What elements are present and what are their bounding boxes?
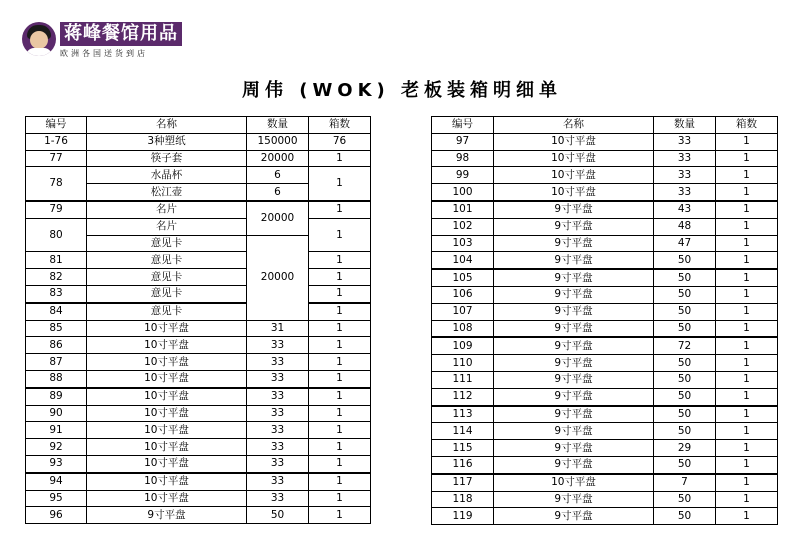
cell-qty: 50 xyxy=(654,388,716,405)
cell-name: 筷子套 xyxy=(87,150,247,167)
cell-no: 81 xyxy=(26,252,87,269)
table-row xyxy=(432,252,778,269)
cell-no: 94 xyxy=(26,473,87,490)
table-row xyxy=(432,133,778,150)
table-row xyxy=(26,388,371,405)
cell-name: 9寸平盘 xyxy=(494,269,654,286)
table-row xyxy=(26,473,371,490)
cell-no: 96 xyxy=(26,507,87,524)
cell-no: 84 xyxy=(26,303,87,320)
cell-boxes: 1 xyxy=(716,150,778,167)
cell-no: 88 xyxy=(26,370,87,387)
cell-qty: 50 xyxy=(654,252,716,269)
cell-name: 意见卡 xyxy=(87,269,247,286)
cell-boxes: 1 xyxy=(309,473,371,490)
table-row xyxy=(432,167,778,184)
cell-no: 78 xyxy=(26,167,87,201)
cell-qty: 50 xyxy=(654,303,716,320)
cell-qty: 48 xyxy=(654,218,716,235)
cell-boxes: 1 xyxy=(309,320,371,337)
cell-no: 117 xyxy=(432,474,494,491)
cell-name: 10寸平盘 xyxy=(87,439,247,456)
cell-qty: 33 xyxy=(247,354,309,371)
cell-no: 112 xyxy=(432,388,494,405)
cell-qty: 6 xyxy=(247,167,309,184)
cell-no: 85 xyxy=(26,320,87,337)
cell-name: 9寸平盘 xyxy=(494,388,654,405)
cell-qty: 50 xyxy=(654,456,716,473)
cell-qty: 43 xyxy=(654,201,716,218)
cell-boxes: 1 xyxy=(716,406,778,423)
cell-boxes: 1 xyxy=(716,440,778,457)
cell-name: 10寸平盘 xyxy=(87,320,247,337)
table-row xyxy=(432,337,778,354)
cell-boxes: 1 xyxy=(716,184,778,201)
cell-qty: 33 xyxy=(247,439,309,456)
cell-qty: 50 xyxy=(654,269,716,286)
cell-boxes: 1 xyxy=(716,167,778,184)
table-row xyxy=(26,150,371,167)
cell-boxes: 1 xyxy=(716,133,778,150)
cell-qty: 31 xyxy=(247,320,309,337)
cell-boxes: 1 xyxy=(716,456,778,473)
cell-qty: 50 xyxy=(654,371,716,388)
cell-qty: 50 xyxy=(654,406,716,423)
table-row xyxy=(26,133,371,150)
cell-no: 103 xyxy=(432,235,494,252)
cell-boxes: 1 xyxy=(309,370,371,387)
table-row xyxy=(26,354,371,371)
cell-name: 9寸平盘 xyxy=(494,303,654,320)
table-row xyxy=(432,355,778,372)
cell-no: 93 xyxy=(26,455,87,472)
cell-name: 10寸平盘 xyxy=(87,490,247,507)
cell-name: 名片 xyxy=(87,201,247,218)
cell-name: 水晶杯 xyxy=(87,167,247,184)
cell-boxes: 1 xyxy=(716,355,778,372)
cell-boxes: 76 xyxy=(309,133,371,150)
cell-boxes: 1 xyxy=(716,371,778,388)
cell-boxes: 1 xyxy=(716,474,778,491)
cell-boxes: 1 xyxy=(716,508,778,525)
cell-boxes: 1 xyxy=(309,252,371,269)
cell-no: 90 xyxy=(26,405,87,422)
cell-name: 10寸平盘 xyxy=(87,422,247,439)
header-name: 名称 xyxy=(494,117,654,134)
cell-boxes: 1 xyxy=(309,150,371,167)
cell-name: 9寸平盘 xyxy=(494,201,654,218)
cell-boxes: 1 xyxy=(716,303,778,320)
table-row xyxy=(432,456,778,473)
cell-qty: 50 xyxy=(654,491,716,508)
table-row xyxy=(432,201,778,218)
cell-no: 114 xyxy=(432,423,494,440)
cell-boxes: 1 xyxy=(716,286,778,303)
cell-qty: 20000 xyxy=(247,235,309,320)
cell-name: 9寸平盘 xyxy=(494,218,654,235)
table-row xyxy=(26,455,371,472)
cell-name: 10寸平盘 xyxy=(87,405,247,422)
table-row xyxy=(432,150,778,167)
table-row xyxy=(26,439,371,456)
table-row xyxy=(432,320,778,337)
table-row xyxy=(26,490,371,507)
cell-name: 意见卡 xyxy=(87,235,247,252)
cell-qty: 20000 xyxy=(247,201,309,235)
cell-name: 10寸平盘 xyxy=(494,474,654,491)
cell-name: 10寸平盘 xyxy=(87,455,247,472)
cell-boxes: 1 xyxy=(309,405,371,422)
cell-qty: 33 xyxy=(247,337,309,354)
cell-qty: 29 xyxy=(654,440,716,457)
cell-name: 9寸平盘 xyxy=(494,286,654,303)
cell-name: 10寸平盘 xyxy=(494,167,654,184)
table-row xyxy=(432,269,778,286)
table-row xyxy=(26,320,371,337)
header-no: 编号 xyxy=(26,117,87,134)
cell-qty: 33 xyxy=(247,370,309,387)
cell-qty: 72 xyxy=(654,337,716,354)
cell-boxes: 1 xyxy=(309,490,371,507)
cell-name: 10寸平盘 xyxy=(87,354,247,371)
cell-qty: 7 xyxy=(654,474,716,491)
cell-boxes: 1 xyxy=(309,439,371,456)
cell-no: 109 xyxy=(432,337,494,354)
cell-no: 92 xyxy=(26,439,87,456)
cell-boxes: 1 xyxy=(309,285,371,302)
cell-qty: 50 xyxy=(654,355,716,372)
table-row xyxy=(432,388,778,405)
table-row xyxy=(432,303,778,320)
cell-qty: 33 xyxy=(654,184,716,201)
cell-qty: 50 xyxy=(247,507,309,524)
portrait-icon xyxy=(22,22,56,56)
cell-no: 115 xyxy=(432,440,494,457)
table-row xyxy=(432,423,778,440)
cell-no: 87 xyxy=(26,354,87,371)
cell-name: 9寸平盘 xyxy=(494,337,654,354)
cell-boxes: 1 xyxy=(716,269,778,286)
cell-no: 108 xyxy=(432,320,494,337)
cell-name: 10寸平盘 xyxy=(87,370,247,387)
cell-boxes: 1 xyxy=(309,337,371,354)
cell-name: 3种塑纸 xyxy=(87,133,247,150)
table-row xyxy=(432,491,778,508)
table-row xyxy=(26,167,371,184)
cell-qty: 50 xyxy=(654,508,716,525)
table-row xyxy=(432,235,778,252)
cell-qty: 150000 xyxy=(247,133,309,150)
cell-qty: 47 xyxy=(654,235,716,252)
cell-no: 111 xyxy=(432,371,494,388)
header-boxes: 箱数 xyxy=(309,117,371,134)
cell-boxes: 1 xyxy=(716,218,778,235)
cell-boxes: 1 xyxy=(309,455,371,472)
cell-no: 110 xyxy=(432,355,494,372)
cell-no: 97 xyxy=(432,133,494,150)
cell-qty: 33 xyxy=(247,422,309,439)
cell-name: 9寸平盘 xyxy=(494,440,654,457)
header-qty: 数量 xyxy=(654,117,716,134)
cell-boxes: 1 xyxy=(716,423,778,440)
cell-name: 10寸平盘 xyxy=(494,150,654,167)
cell-boxes: 1 xyxy=(309,507,371,524)
cell-no: 79 xyxy=(26,201,87,218)
cell-qty: 20000 xyxy=(247,150,309,167)
cell-qty: 6 xyxy=(247,184,309,201)
cell-qty: 33 xyxy=(247,388,309,405)
cell-boxes: 1 xyxy=(716,235,778,252)
cell-no: 105 xyxy=(432,269,494,286)
cell-boxes: 1 xyxy=(309,218,371,252)
cell-boxes: 1 xyxy=(716,388,778,405)
table-row xyxy=(26,303,371,320)
cell-boxes: 1 xyxy=(716,252,778,269)
cell-no: 98 xyxy=(432,150,494,167)
logo-subtitle: 欧洲各国送货到店 xyxy=(60,49,148,58)
table-row xyxy=(26,422,371,439)
cell-no: 106 xyxy=(432,286,494,303)
cell-name: 9寸平盘 xyxy=(494,371,654,388)
cell-name: 9寸平盘 xyxy=(494,423,654,440)
cell-qty: 50 xyxy=(654,286,716,303)
cell-no: 116 xyxy=(432,456,494,473)
cell-no: 113 xyxy=(432,406,494,423)
cell-no: 95 xyxy=(26,490,87,507)
cell-name: 9寸平盘 xyxy=(87,507,247,524)
cell-qty: 33 xyxy=(247,405,309,422)
cell-boxes: 1 xyxy=(716,337,778,354)
cell-name: 9寸平盘 xyxy=(494,406,654,423)
cell-no: 91 xyxy=(26,422,87,439)
cell-no: 119 xyxy=(432,508,494,525)
cell-boxes: 1 xyxy=(309,167,371,201)
cell-name: 9寸平盘 xyxy=(494,320,654,337)
table-row xyxy=(26,201,371,218)
table-row xyxy=(432,440,778,457)
header-row xyxy=(432,117,778,134)
cell-name: 10寸平盘 xyxy=(87,337,247,354)
cell-no: 89 xyxy=(26,388,87,405)
cell-no: 77 xyxy=(26,150,87,167)
table-row xyxy=(26,285,371,302)
cell-boxes: 1 xyxy=(309,354,371,371)
cell-boxes: 1 xyxy=(716,491,778,508)
cell-name: 9寸平盘 xyxy=(494,508,654,525)
table-row xyxy=(432,286,778,303)
cell-no: 100 xyxy=(432,184,494,201)
cell-qty: 50 xyxy=(654,423,716,440)
cell-name: 9寸平盘 xyxy=(494,456,654,473)
cell-name: 松江壶 xyxy=(87,184,247,201)
table-row xyxy=(432,474,778,491)
cell-boxes: 1 xyxy=(716,320,778,337)
cell-name: 意见卡 xyxy=(87,303,247,320)
cell-name: 9寸平盘 xyxy=(494,355,654,372)
table-row xyxy=(26,405,371,422)
cell-qty: 33 xyxy=(247,490,309,507)
cell-name: 10寸平盘 xyxy=(494,184,654,201)
cell-no: 1-76 xyxy=(26,133,87,150)
cell-no: 102 xyxy=(432,218,494,235)
cell-no: 99 xyxy=(432,167,494,184)
right-packing-table xyxy=(431,116,778,525)
header-name: 名称 xyxy=(87,117,247,134)
cell-qty: 33 xyxy=(654,167,716,184)
cell-name: 10寸平盘 xyxy=(87,473,247,490)
header-no: 编号 xyxy=(432,117,494,134)
table-row xyxy=(26,218,371,235)
cell-name: 10寸平盘 xyxy=(87,388,247,405)
company-logo xyxy=(22,20,178,62)
cell-name: 意见卡 xyxy=(87,285,247,302)
cell-no: 104 xyxy=(432,252,494,269)
cell-name: 9寸平盘 xyxy=(494,491,654,508)
cell-name: 9寸平盘 xyxy=(494,235,654,252)
cell-no: 101 xyxy=(432,201,494,218)
table-row xyxy=(26,507,371,524)
table-row xyxy=(432,508,778,525)
cell-no: 86 xyxy=(26,337,87,354)
cell-no: 82 xyxy=(26,269,87,286)
table-row xyxy=(26,269,371,286)
cell-no: 107 xyxy=(432,303,494,320)
cell-name: 10寸平盘 xyxy=(494,133,654,150)
cell-name: 名片 xyxy=(87,218,247,235)
cell-qty: 33 xyxy=(247,455,309,472)
cell-no: 83 xyxy=(26,285,87,302)
cell-boxes: 1 xyxy=(716,201,778,218)
table-row xyxy=(26,337,371,354)
cell-name: 意见卡 xyxy=(87,252,247,269)
page-title: 周伟 (WOK) 老板装箱明细单 xyxy=(241,80,563,101)
table-row xyxy=(26,370,371,387)
table-row xyxy=(432,218,778,235)
table-row xyxy=(432,184,778,201)
cell-qty: 33 xyxy=(654,133,716,150)
table-row xyxy=(26,252,371,269)
cell-boxes: 1 xyxy=(309,269,371,286)
cell-qty: 33 xyxy=(654,150,716,167)
cell-name: 9寸平盘 xyxy=(494,252,654,269)
logo-name: 蒋峰餐馆用品 xyxy=(60,22,182,46)
cell-boxes: 1 xyxy=(309,388,371,405)
header-qty: 数量 xyxy=(247,117,309,134)
cell-qty: 33 xyxy=(247,473,309,490)
cell-no: 80 xyxy=(26,218,87,252)
cell-no: 118 xyxy=(432,491,494,508)
header-row xyxy=(26,117,371,134)
cell-boxes: 1 xyxy=(309,422,371,439)
table-row xyxy=(432,406,778,423)
cell-boxes: 1 xyxy=(309,201,371,218)
cell-boxes: 1 xyxy=(309,303,371,320)
cell-qty: 50 xyxy=(654,320,716,337)
table-row xyxy=(432,371,778,388)
left-packing-table xyxy=(25,116,371,524)
header-boxes: 箱数 xyxy=(716,117,778,134)
